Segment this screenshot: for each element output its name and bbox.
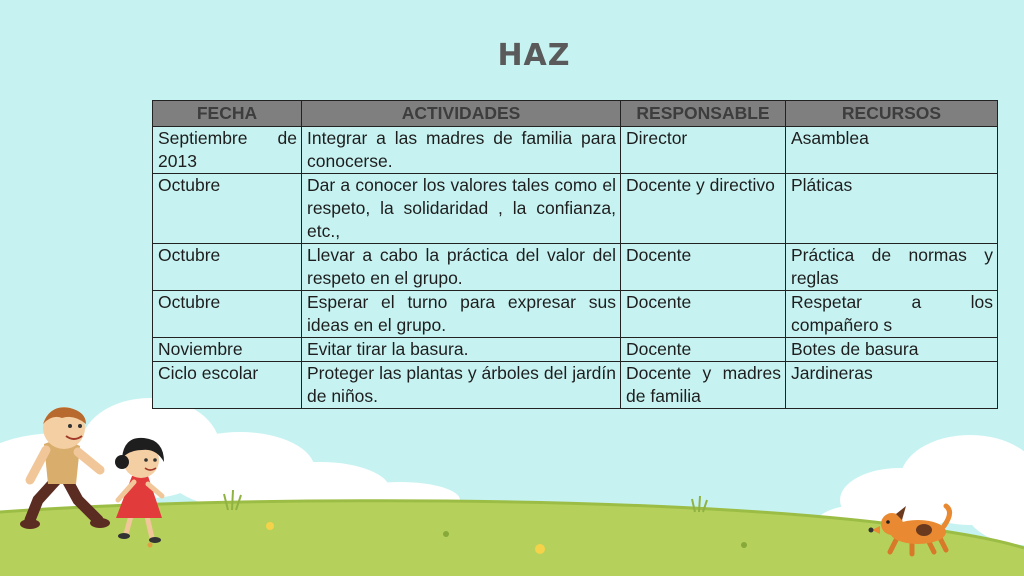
cell-fecha: Octubre [153,291,302,338]
column-header-responsable: RESPONSABLE [621,101,786,127]
cell-responsable: Docente [621,291,786,338]
cell-recursos: Botes de basura [786,338,998,362]
cell-recursos: Práctica de normas y reglas [786,244,998,291]
table-row [153,244,998,291]
cell-fecha: Ciclo escolar [153,362,302,409]
cell-responsable: Docente y madres de familia [621,362,786,409]
cell-recursos: Asamblea [786,127,998,174]
cell-actividad: Proteger las plantas y árboles del jardín de niños. [302,362,621,409]
cell-fecha: Octubre [153,244,302,291]
activity-table [152,100,998,409]
cell-fecha: Noviembre [153,338,302,362]
cell-recursos: Pláticas [786,174,998,244]
cell-fecha: Octubre [153,174,302,244]
cell-responsable: Docente [621,338,786,362]
column-header-fecha: FECHA [153,101,302,127]
cell-fecha: Septiembre de 2013 [153,127,302,174]
cell-responsable: Docente y directivo [621,174,786,244]
cell-actividad: Integrar a las madres de familia para conocerse. [302,127,621,174]
table-row [153,174,998,244]
table-row [153,127,998,174]
column-header-recursos: RECURSOS [786,101,998,127]
table-header-row [153,101,998,127]
cell-actividad: Llevar a cabo la práctica del valor del respeto en el grupo. [302,244,621,291]
column-header-actividades: ACTIVIDADES [302,101,621,127]
cell-recursos: Jardineras [786,362,998,409]
table-row [153,362,998,409]
table-row [153,291,998,338]
cell-responsable: Director [621,127,786,174]
cell-recursos: Respetar a los compañero s [786,291,998,338]
cell-actividad: Dar a conocer los valores tales como el respeto, la solidaridad , la confianza, etc., [302,174,621,244]
cell-responsable: Docente [621,244,786,291]
table-row [153,338,998,362]
cell-actividad: Evitar tirar la basura. [302,338,621,362]
cell-actividad: Esperar el turno para expresar sus ideas en el grupo. [302,291,621,338]
page-title: HAZ [497,38,571,73]
